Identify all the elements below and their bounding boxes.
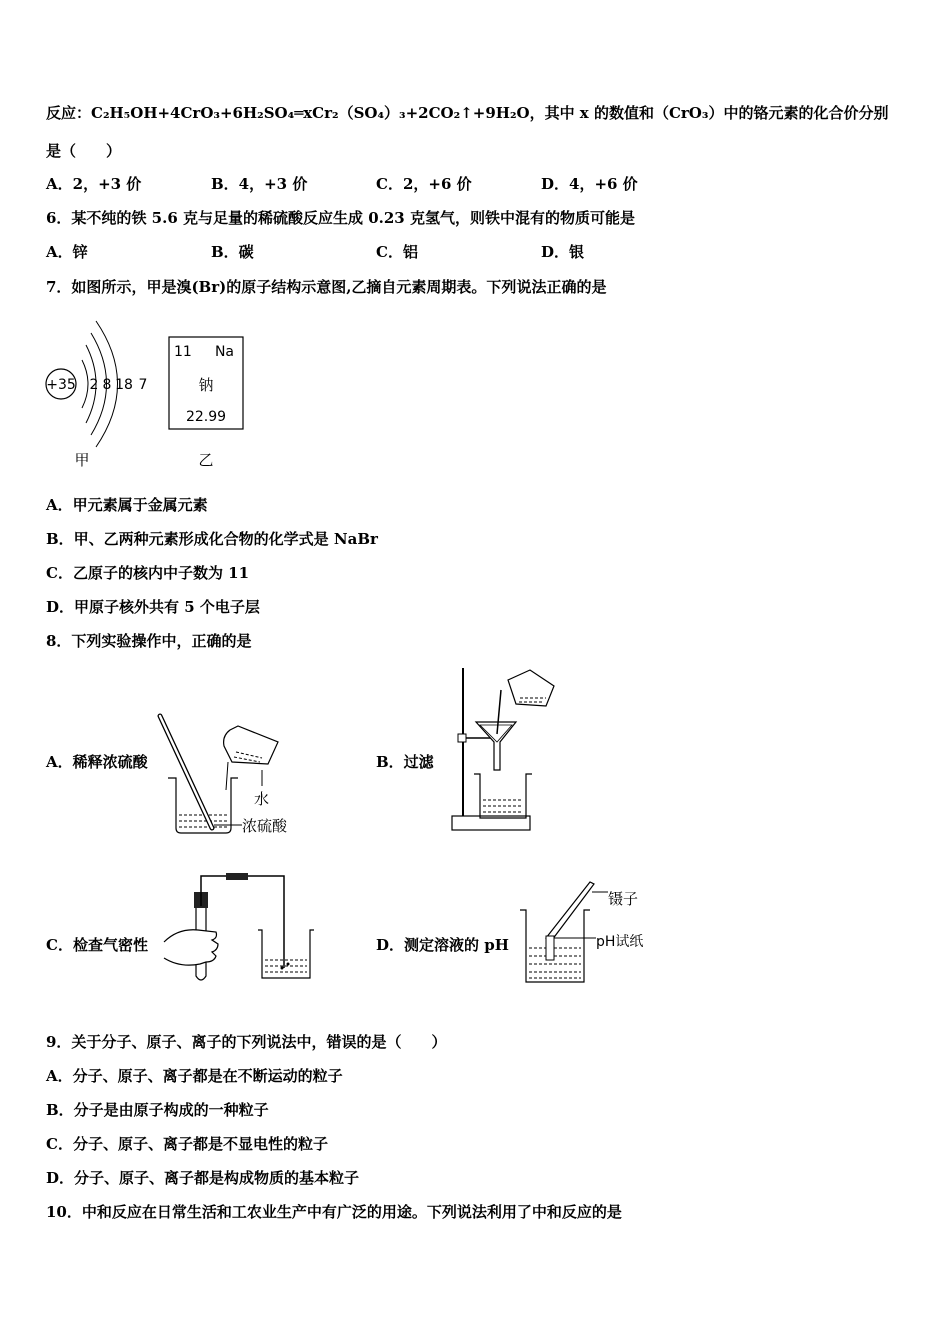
atomic-mass: 22.99 — [185, 409, 227, 425]
q10-stem: 10．中和反应在日常生活和工农业生产中有广泛的用途。下列说法利用了中和反应的是 — [46, 1203, 622, 1221]
label-jia: 甲 — [74, 451, 90, 469]
q9-option-d: D．分子、原子、离子都是构成物质的基本粒子 — [46, 1169, 360, 1187]
shell-electrons-4: 7 — [138, 377, 148, 393]
filtration-figure — [446, 662, 562, 836]
element-symbol: Na — [214, 344, 234, 360]
bromine-atom-diagram — [44, 305, 154, 473]
q5-option-a: A．2，+3 价 — [46, 175, 142, 193]
hand — [164, 930, 218, 965]
water-label: 水 — [254, 790, 270, 808]
solution-beaker — [520, 910, 590, 982]
q5-stem-line1: 反应：C₂H₅OH+4CrO₃+6H₂SO₄═xCr₂（SO₄）₃+2CO₂↑+9H₂O，其中 x 的数值和（CrO₃）中的铬元素的化合价分别 — [46, 104, 889, 122]
water-beaker — [258, 930, 314, 978]
tweezers — [546, 882, 594, 940]
shell-electrons-2: 8 — [102, 377, 112, 393]
shell-electrons-1: 2 — [89, 377, 99, 393]
q9-stem: 9．关于分子、原子、离子的下列说法中，错误的是（ ） — [46, 1033, 447, 1051]
receiving-beaker — [474, 774, 532, 818]
shell-arc-1 — [82, 360, 88, 408]
sodium-element-cell — [165, 334, 251, 474]
ph-test-figure — [516, 876, 666, 988]
airtightness-figure — [160, 872, 320, 987]
q6-stem: 6．某不纯的铁 5.6 克与足量的稀硫酸反应生成 0.23 克氢气，则铁中混有的物质可能是 — [46, 209, 635, 227]
tweezers-label: 镊子 — [608, 890, 639, 908]
acid-label: 浓硫酸 — [242, 817, 288, 835]
q5-option-d: D．4，+6 价 — [541, 175, 638, 193]
q6-option-b: B．碳 — [211, 243, 254, 261]
q5-option-c: C．2，+6 价 — [376, 175, 472, 193]
q7-option-c: C．乙原子的核内中子数为 11 — [46, 564, 250, 582]
q8-option-b-label: B．过滤 — [376, 753, 434, 771]
pouring-beaker — [508, 670, 554, 706]
tube-joint — [226, 873, 248, 880]
q6-option-c: C．铝 — [376, 243, 418, 261]
q5-stem-line2: 是（ ） — [46, 142, 122, 160]
q9-option-b: B．分子是由原子构成的一种粒子 — [46, 1101, 269, 1119]
ph-paper — [546, 936, 554, 960]
q8-option-d-label: D．测定溶液的 pH — [376, 936, 509, 954]
label-yi: 乙 — [198, 451, 214, 469]
element-number: 11 — [174, 344, 192, 360]
q7-stem: 7．如图所示，甲是溴(Br)的原子结构示意图,乙摘自元素周期表。下列说法正确的是 — [46, 278, 607, 296]
q8-option-a-label: A．稀释浓硫酸 — [46, 753, 148, 771]
funnel — [476, 722, 516, 770]
shell-electrons-3: 18 — [115, 377, 133, 393]
q7-option-d: D．甲原子核外共有 5 个电子层 — [46, 598, 260, 616]
q6-option-a: A．锌 — [46, 243, 88, 261]
dilute-acid-figure — [150, 700, 310, 840]
q7-option-b: B．甲、乙两种元素形成化合物的化学式是 NaBr — [46, 530, 378, 548]
q5-option-b: B．4，+3 价 — [211, 175, 308, 193]
q8-stem: 8．下列实验操作中，正确的是 — [46, 632, 252, 650]
q7-option-a: A．甲元素属于金属元素 — [46, 496, 208, 514]
nucleus-charge: +35 — [46, 377, 76, 393]
ph-paper-label: pH试纸 — [596, 934, 644, 950]
element-name: 钠 — [198, 376, 214, 394]
q9-option-a: A．分子、原子、离子都是在不断运动的粒子 — [46, 1067, 343, 1085]
q8-option-c-label: C．检查气密性 — [46, 936, 148, 954]
q9-option-c: C．分子、原子、离子都是不显电性的粒子 — [46, 1135, 328, 1153]
q6-option-d: D．银 — [541, 243, 585, 261]
tilted-cup — [224, 726, 278, 764]
